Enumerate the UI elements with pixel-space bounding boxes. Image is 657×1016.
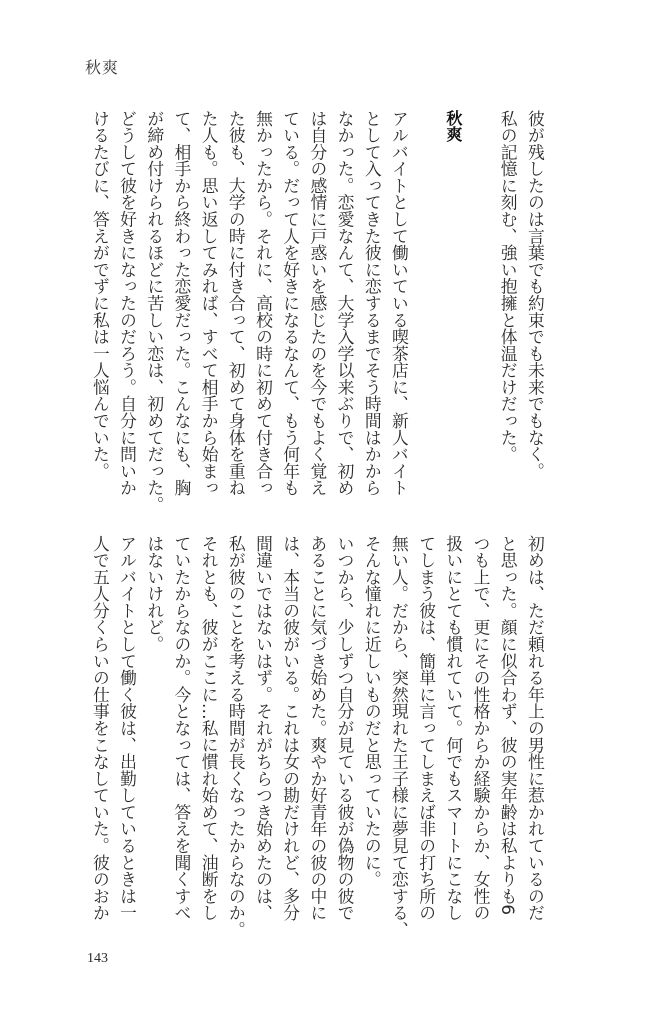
text-line: アルバイトとして働いている喫茶店に、新人バイト — [389, 110, 410, 497]
upper-text-block — [86, 110, 548, 513]
text-line: ている。だって人を好きになるなんて、もう何年も — [280, 110, 301, 497]
text-line: が締め付けられるほどに苦しい恋は、初めてだった。 — [144, 110, 165, 513]
text-line: そんな憧れに近しいものだと思っていたのに。 — [362, 535, 383, 888]
running-title: 秋爽 — [85, 58, 120, 77]
text-line: 人で五人分くらいの仕事をこなしていた。彼のおか — [90, 535, 111, 922]
lower-text-block — [86, 535, 548, 938]
text-line: 間違いではないはず。それがちらつき始めたのは、 — [253, 535, 274, 922]
text-line: は、本当の彼がいる。これは女の勘だけれど、多分 — [280, 535, 301, 922]
blank-line — [412, 110, 439, 498]
text-line: どうして彼を好きになったのだろう。自分に問いか — [117, 110, 138, 497]
text-line: 彼が残したのは言葉でも約束でも未来でもなく。 — [525, 110, 546, 480]
text-line: ていたからなのか。今となっては、答えを聞くすべ — [171, 535, 192, 922]
blank-line — [467, 110, 494, 498]
text-line: はないけれど。 — [144, 535, 165, 653]
text-line: 私が彼のことを考える時間が長くなったからなのか。 — [226, 535, 247, 938]
page-number: 143 — [87, 951, 108, 966]
text-line: つも上で、更にその性格からか経験からか、女性の — [471, 535, 492, 922]
section-heading: 秋爽 — [443, 110, 463, 142]
text-line: てしまう彼は、簡単に言ってしまえば非の打ち所の — [416, 535, 437, 922]
text-line: と思った。顔に似合わず、彼の実年齢は私よりも6 — [498, 535, 519, 916]
text-line: それとも、彼がここに…私に慣れ始めて、油断をし — [199, 535, 220, 922]
text-line: あることに気づき始めた。爽やか好青年の彼の中に — [307, 535, 328, 922]
text-line: た彼も、大学の時に付き合って、初めて身体を重ね — [226, 110, 247, 497]
text-line: けるたびに、答えがでずに私は一人悩んでいた。 — [90, 110, 111, 480]
text-line: アルバイトとして働く彼は、出勤しているときは一 — [117, 535, 138, 922]
text-line: た人も。思い返してみれば、すべて相手から始まっ — [199, 110, 220, 497]
text-line: いつから、少しずつ自分が見ている彼が偽物の彼で — [335, 535, 356, 922]
text-line: 無かったから。それに、高校の時に初めて付き合っ — [253, 110, 274, 497]
text-line: 扱いにとても慣れていて。何でもスマートにこなし — [443, 535, 464, 922]
text-line: なかった。恋愛なんて、大学入学以来ぶりで、初め — [335, 110, 356, 497]
text-line: は自分の感情に戸惑いを感じたのを今でもよく覚え — [307, 110, 328, 497]
text-line: 無い人。だから、突然現れた王子様に夢見て恋する、 — [389, 535, 410, 938]
text-line: 私の記憶に刻む、強い抱擁と体温だけだった。 — [498, 110, 519, 463]
text-line: として入ってきた彼に恋するまでそう時間はかから — [362, 110, 383, 497]
text-line: て、相手から終わった恋愛だった。こんなにも、胸 — [171, 110, 192, 497]
text-line: 初めは、ただ頼れる年上の男性に惹かれているのだ — [525, 535, 546, 922]
